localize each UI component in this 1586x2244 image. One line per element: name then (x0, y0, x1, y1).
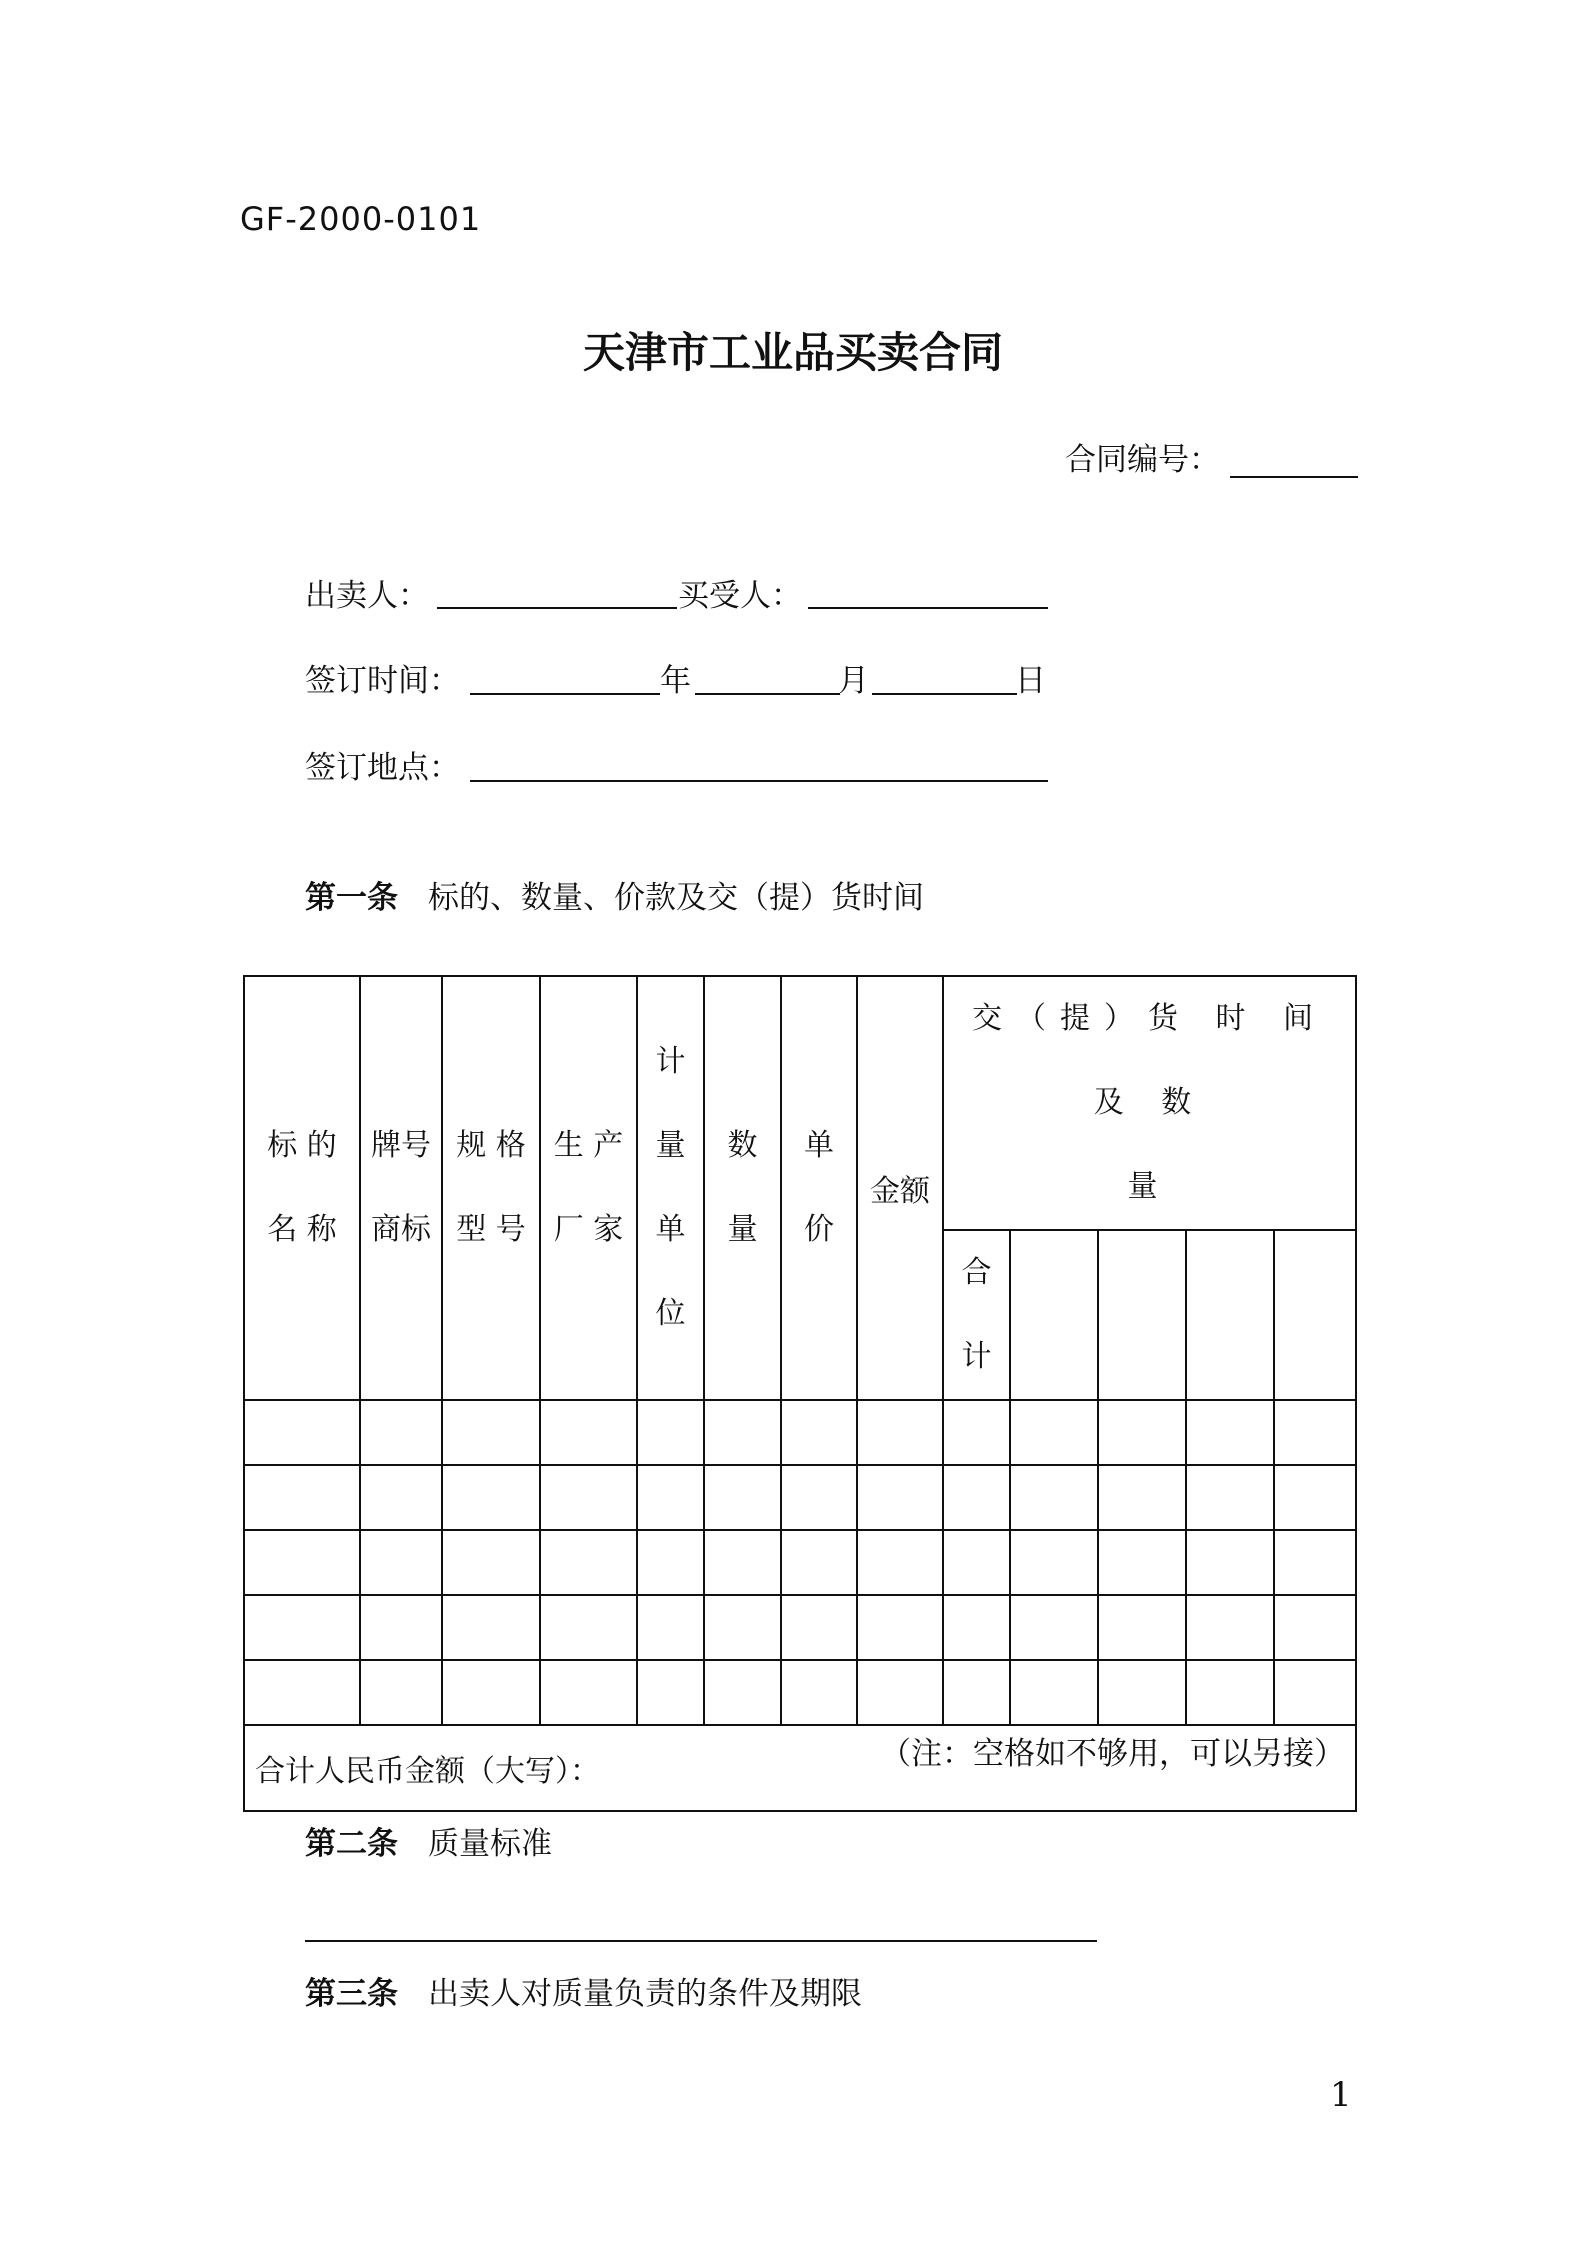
table-cell[interactable] (857, 1400, 943, 1465)
contract-number-label: 合同编号： (1065, 442, 1220, 478)
header-unit: 计 量 单 位 (637, 976, 704, 1400)
total-amount-label: 合计人民币金额（大写）： (255, 1754, 600, 1789)
seller-field[interactable] (437, 607, 677, 609)
header-brand: 牌号 商标 (360, 976, 442, 1400)
delivery-col[interactable] (1274, 1230, 1356, 1400)
table-cell[interactable] (1186, 1465, 1274, 1530)
table-cell[interactable] (442, 1660, 540, 1725)
table-cell[interactable] (637, 1530, 704, 1595)
table-cell[interactable] (1186, 1400, 1274, 1465)
article-1-heading (305, 872, 924, 917)
table-cell[interactable] (442, 1595, 540, 1660)
article-2-number: 第二条 (305, 1826, 398, 1862)
table-cell[interactable] (1186, 1595, 1274, 1660)
table-cell[interactable] (244, 1465, 360, 1530)
delivery-col[interactable] (1098, 1230, 1186, 1400)
sign-time-label: 签订时间： (305, 663, 460, 699)
table-cell[interactable] (637, 1465, 704, 1530)
table-cell[interactable] (781, 1400, 857, 1465)
table-row (244, 1400, 1356, 1465)
table-cell[interactable] (1010, 1400, 1098, 1465)
table-cell[interactable] (857, 1595, 943, 1660)
table-cell[interactable] (943, 1530, 1010, 1595)
sign-place-label: 签订地点： (305, 750, 460, 786)
table-cell[interactable] (1274, 1400, 1356, 1465)
header-subtotal: 合 计 (943, 1230, 1010, 1400)
day-label: 日 (1015, 663, 1046, 699)
article-1-text: 标的、数量、价款及交（提）货时间 (428, 880, 924, 916)
table-row (244, 1530, 1356, 1595)
table-cell[interactable] (540, 1530, 637, 1595)
table-cell[interactable] (943, 1660, 1010, 1725)
sign-place-field[interactable] (470, 780, 1048, 782)
article-1-number: 第一条 (305, 880, 398, 916)
table-cell[interactable] (857, 1660, 943, 1725)
quality-standard-field[interactable] (305, 1940, 1097, 1942)
table-cell[interactable] (704, 1530, 781, 1595)
table-cell[interactable] (442, 1465, 540, 1530)
table-cell[interactable] (857, 1465, 943, 1530)
table-cell[interactable] (360, 1595, 442, 1660)
table-cell[interactable] (1186, 1660, 1274, 1725)
table-cell[interactable] (360, 1465, 442, 1530)
buyer-field[interactable] (808, 607, 1048, 609)
table-cell[interactable] (781, 1595, 857, 1660)
table-note: （注：空格如不够用，可以另接） (880, 1736, 1345, 1772)
table-cell[interactable] (943, 1465, 1010, 1530)
delivery-col[interactable] (1010, 1230, 1098, 1400)
table-cell[interactable] (244, 1595, 360, 1660)
goods-table (243, 975, 1357, 1812)
article-2-text: 质量标准 (428, 1826, 552, 1862)
table-cell[interactable] (781, 1465, 857, 1530)
sign-day-field[interactable] (872, 693, 1017, 695)
header-unit-price: 单 价 (781, 976, 857, 1400)
table-cell[interactable] (1274, 1660, 1356, 1725)
table-cell[interactable] (781, 1530, 857, 1595)
table-cell[interactable] (637, 1595, 704, 1660)
table-cell[interactable] (943, 1400, 1010, 1465)
table-cell[interactable] (857, 1530, 943, 1595)
table-cell[interactable] (943, 1595, 1010, 1660)
table-cell[interactable] (540, 1595, 637, 1660)
table-cell[interactable] (540, 1660, 637, 1725)
article-3-heading (305, 1968, 862, 2013)
table-cell[interactable] (1010, 1595, 1098, 1660)
table-cell[interactable] (637, 1660, 704, 1725)
table-cell[interactable] (442, 1400, 540, 1465)
table-cell[interactable] (1274, 1595, 1356, 1660)
table-cell[interactable] (704, 1595, 781, 1660)
header-maker: 生 产 厂 家 (540, 976, 637, 1400)
table-row (244, 1595, 1356, 1660)
page-number: 1 (1330, 2075, 1352, 2115)
table-row (244, 1465, 1356, 1530)
table-cell[interactable] (540, 1465, 637, 1530)
year-label: 年 (660, 663, 691, 699)
table-cell[interactable] (637, 1400, 704, 1465)
table-cell[interactable] (540, 1400, 637, 1465)
table-cell[interactable] (360, 1400, 442, 1465)
header-spec: 规 格 型 号 (442, 976, 540, 1400)
table-cell[interactable] (781, 1660, 857, 1725)
table-cell[interactable] (1186, 1530, 1274, 1595)
table-cell[interactable] (704, 1660, 781, 1725)
delivery-col[interactable] (1186, 1230, 1274, 1400)
sign-year-field[interactable] (470, 693, 660, 695)
article-3-number: 第三条 (305, 1976, 398, 2012)
table-cell[interactable] (244, 1660, 360, 1725)
table-cell[interactable] (1274, 1465, 1356, 1530)
table-cell[interactable] (1098, 1595, 1186, 1660)
table-cell[interactable] (704, 1465, 781, 1530)
article-2-heading (305, 1818, 552, 1863)
table-cell[interactable] (244, 1400, 360, 1465)
table-cell[interactable] (1010, 1465, 1098, 1530)
form-code: GF-2000-0101 (240, 200, 482, 238)
header-quantity: 数 量 (704, 976, 781, 1400)
table-row (244, 1660, 1356, 1725)
table-cell[interactable] (1098, 1400, 1186, 1465)
article-3-text: 出卖人对质量负责的条件及期限 (428, 1976, 862, 2012)
table-cell[interactable] (704, 1400, 781, 1465)
table-cell[interactable] (1098, 1465, 1186, 1530)
table-cell[interactable] (1098, 1660, 1186, 1725)
table-cell[interactable] (1010, 1530, 1098, 1595)
seller-label: 出卖人： (305, 578, 429, 614)
header-delivery: 交（提）货 时 间 及 数 量 (943, 976, 1356, 1230)
table-cell[interactable] (442, 1530, 540, 1595)
header-subject-name: 标 的 名 称 (244, 976, 360, 1400)
table-cell[interactable] (244, 1530, 360, 1595)
month-label: 月 (838, 663, 869, 699)
table-cell[interactable] (360, 1660, 442, 1725)
document-title: 天津市工业品买卖合同 (582, 328, 1003, 377)
table-cell[interactable] (1274, 1530, 1356, 1595)
table-cell[interactable] (1010, 1660, 1098, 1725)
table-cell[interactable] (360, 1530, 442, 1595)
buyer-label: 买受人： (678, 578, 802, 614)
table-cell[interactable] (1098, 1530, 1186, 1595)
header-amount: 金额 (857, 976, 943, 1400)
sign-month-field[interactable] (695, 693, 840, 695)
contract-number-field[interactable] (1230, 476, 1358, 478)
